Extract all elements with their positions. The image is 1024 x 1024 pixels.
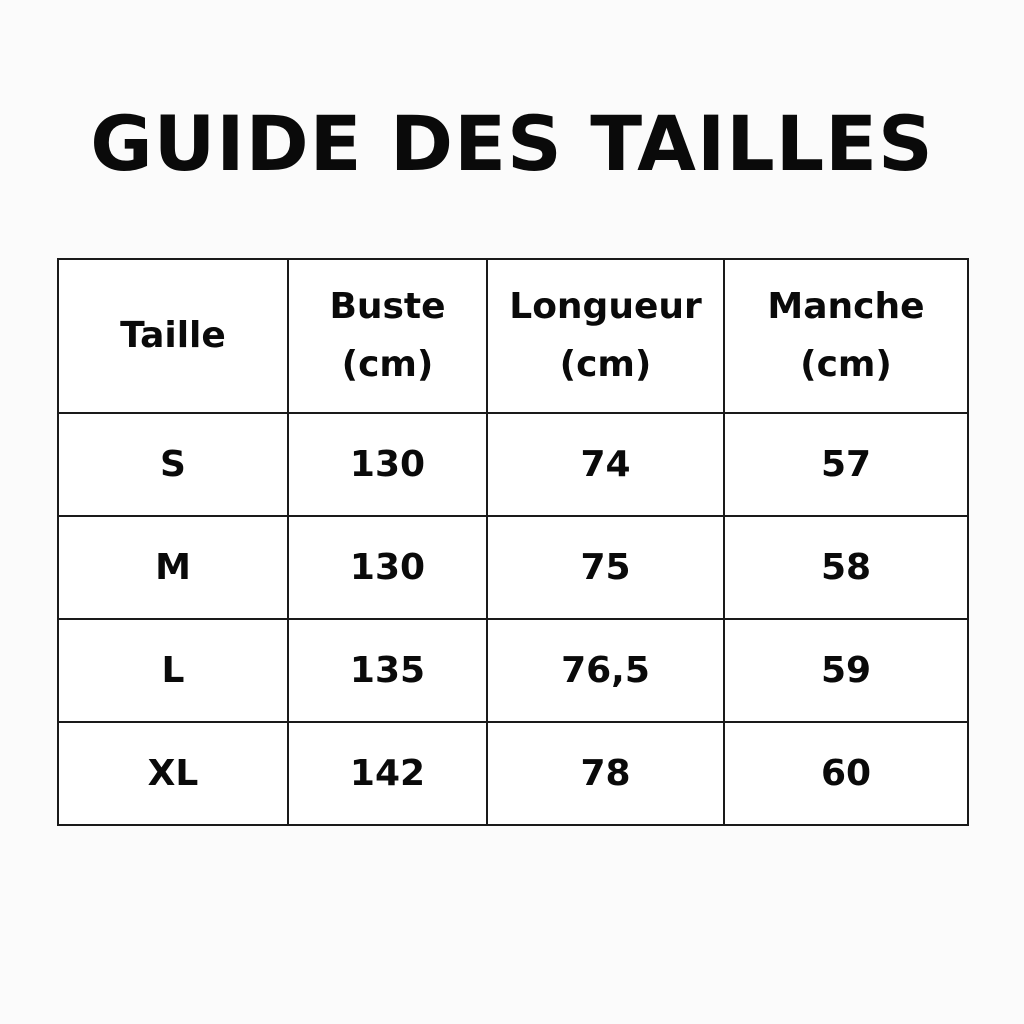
cell-longueur: 74 bbox=[487, 413, 724, 516]
cell-buste: 130 bbox=[288, 413, 487, 516]
header-buste: Buste (cm) bbox=[288, 259, 487, 413]
page-title: GUIDE DES TAILLES bbox=[90, 99, 934, 188]
cell-taille: S bbox=[58, 413, 288, 516]
cell-longueur: 78 bbox=[487, 722, 724, 825]
cell-manche: 60 bbox=[724, 722, 968, 825]
cell-taille: M bbox=[58, 516, 288, 619]
cell-manche: 57 bbox=[724, 413, 968, 516]
header-longueur: Longueur (cm) bbox=[487, 259, 724, 413]
header-taille: Taille bbox=[58, 259, 288, 413]
cell-buste: 130 bbox=[288, 516, 487, 619]
table-row bbox=[58, 619, 968, 722]
cell-longueur: 75 bbox=[487, 516, 724, 619]
cell-buste: 135 bbox=[288, 619, 487, 722]
cell-manche: 58 bbox=[724, 516, 968, 619]
cell-taille: XL bbox=[58, 722, 288, 825]
table-row bbox=[58, 722, 968, 825]
header-manche: Manche (cm) bbox=[724, 259, 968, 413]
cell-buste: 142 bbox=[288, 722, 487, 825]
cell-manche: 59 bbox=[724, 619, 968, 722]
header-row bbox=[58, 259, 968, 413]
cell-taille: L bbox=[58, 619, 288, 722]
table-row bbox=[58, 516, 968, 619]
cell-longueur: 76,5 bbox=[487, 619, 724, 722]
table-row bbox=[58, 413, 968, 516]
size-chart-table bbox=[57, 258, 969, 826]
